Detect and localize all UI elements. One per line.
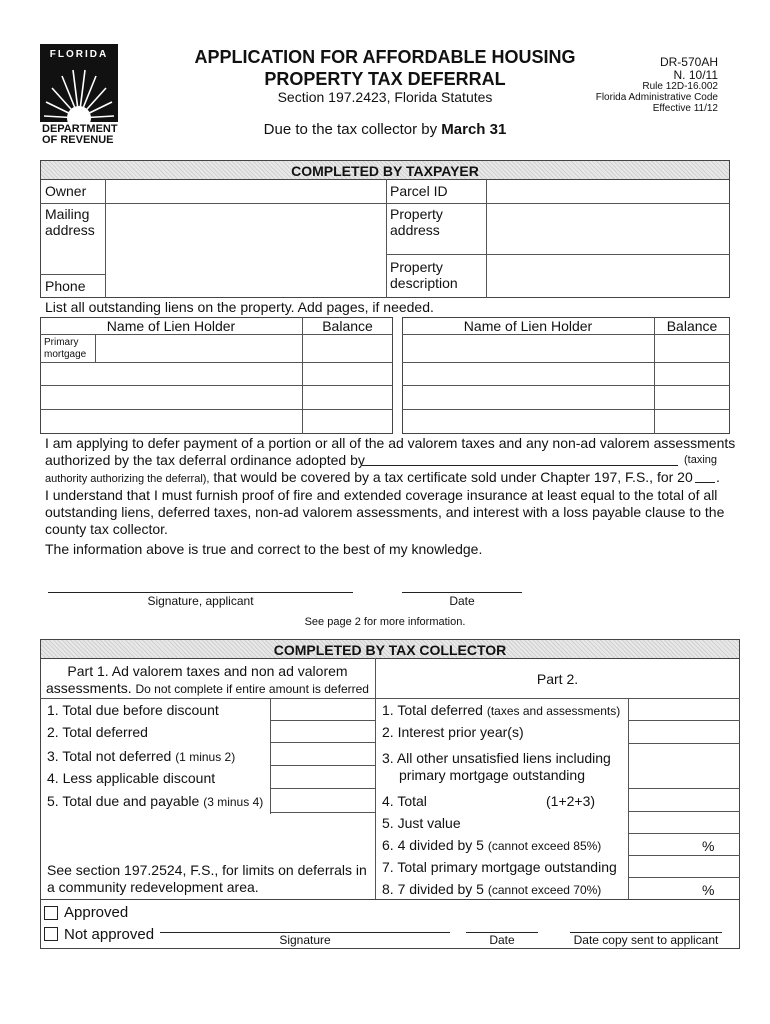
right-item-4: 4. Total	[382, 793, 427, 809]
right-item-3: 3. All other unsatisfied liens including	[382, 750, 611, 766]
property-address-field[interactable]	[487, 204, 729, 254]
percent-field[interactable]	[629, 834, 740, 856]
part1-note: Do not complete if entire amount is deferred	[135, 682, 369, 696]
collector-date-label: Date	[489, 933, 515, 947]
statute-reference: Section 197.2423, Florida Statutes	[277, 89, 493, 105]
percent-sign-8: %	[702, 882, 715, 898]
florida-dor-logo	[40, 44, 118, 144]
statement-p1-line2: authorized by the tax deferral ordinance adopted by	[45, 452, 365, 468]
lien-holder-field[interactable]	[41, 386, 301, 408]
amount-field[interactable]	[629, 789, 740, 812]
form-title-line1: APPLICATION FOR AFFORDABLE HOUSING	[194, 47, 576, 67]
percent-field[interactable]	[629, 878, 740, 899]
applicant-date-field[interactable]	[402, 592, 522, 593]
collector-signature-label: Signature	[279, 933, 331, 947]
logo-dept-line2: OF REVENUE	[42, 134, 114, 146]
approved-label: Approved	[64, 904, 129, 921]
amount-field[interactable]	[629, 744, 740, 789]
section-197-note-line2: a community redevelopment area.	[47, 879, 259, 895]
right-item-2: 2. Interest prior year(s)	[382, 724, 524, 740]
percent-sign-6: %	[702, 838, 715, 854]
right-amount-boxes	[628, 699, 740, 900]
balance-header-right: Balance	[666, 318, 718, 334]
amount-field[interactable]	[271, 699, 375, 721]
taxpayer-section-header	[40, 160, 730, 180]
right-item-8: 8. 7 divided by 5 (cannot exceed 70%)	[382, 881, 602, 897]
lien-holder-header-right: Name of Lien Holder	[463, 318, 593, 334]
amount-field[interactable]	[271, 721, 375, 743]
left-amount-boxes	[270, 699, 375, 814]
left-item-4: 4. Less applicable discount	[47, 770, 216, 786]
lien-balance-field[interactable]	[303, 363, 392, 384]
property-address-label-1: Property	[390, 206, 443, 222]
lien-holder-field[interactable]	[403, 386, 653, 408]
primary-mortgage-label-1: Primary	[44, 337, 79, 348]
rule-number: Rule 12D-16.002	[642, 81, 718, 92]
lien-balance-field[interactable]	[655, 363, 729, 384]
mailing-address-label-1: Mailing	[45, 206, 90, 222]
left-item-3: 3. Total not deferred (1 minus 2)	[47, 748, 236, 764]
amount-field[interactable]	[629, 721, 740, 744]
right-item-7: 7. Total primary mortgage outstanding	[382, 859, 617, 875]
lien-balance-field[interactable]	[655, 335, 729, 361]
statement-p1-line3	[45, 468, 693, 486]
lien-balance-field[interactable]	[655, 410, 729, 433]
statement-p2-line1: I understand that I must furnish proof of fire and extended coverage insurance at least equal to the total of all	[45, 487, 718, 503]
left-item-1: 1. Total due before discount	[47, 702, 219, 718]
amount-field[interactable]	[629, 856, 740, 878]
owner-field[interactable]	[106, 180, 385, 202]
right-item-6: 6. 4 divided by 5 (cannot exceed 85%)	[382, 837, 602, 853]
amount-field[interactable]	[271, 790, 375, 813]
due-date-line	[190, 122, 580, 138]
lien-holder-field[interactable]	[96, 335, 301, 361]
amount-field[interactable]	[629, 812, 740, 834]
approved-checkbox[interactable]	[44, 906, 58, 920]
parcel-id-label: Parcel ID	[390, 183, 448, 199]
date-copy-sent-label: Date copy sent to applicant	[573, 933, 719, 947]
see-page-2-note: See page 2 for more information.	[304, 616, 466, 628]
left-item-2: 2. Total deferred	[47, 724, 148, 740]
lien-holder-field[interactable]	[403, 363, 653, 384]
right-item-5: 5. Just value	[382, 815, 461, 831]
parcel-id-field[interactable]	[487, 180, 729, 202]
tax-year-field[interactable]	[695, 482, 715, 483]
lien-balance-field[interactable]	[655, 386, 729, 408]
statement-p3: The information above is true and correct to the best of my knowledge.	[45, 541, 483, 557]
mailing-address-label-2: address	[45, 222, 95, 238]
liens-instruction: List all outstanding liens on the property. Add pages, if needed.	[45, 299, 434, 315]
logo-dept-line1: DEPARTMENT	[42, 123, 118, 135]
statement-p1-line1: I am applying to defer payment of a portion or all of the ad valorem taxes and any non-ad valorem assessments	[45, 435, 736, 451]
applicant-signature-label: Signature, applicant	[147, 594, 254, 608]
lien-balance-field[interactable]	[303, 386, 392, 408]
not-approved-label: Not approved	[64, 926, 155, 943]
primary-mortgage-label-2: mortgage	[44, 349, 87, 360]
due-prefix: Due to the tax collector by	[263, 121, 442, 138]
sun-rays-icon	[40, 66, 118, 122]
phone-label: Phone	[45, 278, 86, 294]
statement-period: .	[716, 469, 720, 485]
section-197-note-line1: See section 197.2524, F.S., for limits on deferrals in	[47, 862, 367, 878]
property-description-label-1: Property	[390, 259, 443, 275]
property-address-label-2: address	[390, 222, 440, 238]
collector-section-title: COMPLETED BY TAX COLLECTOR	[273, 642, 507, 658]
amount-field[interactable]	[271, 744, 375, 766]
part2-heading: Part 2.	[536, 671, 579, 687]
right-item-1: 1. Total deferred (taxes and assessments)	[382, 702, 621, 718]
lien-holder-field[interactable]	[403, 410, 653, 433]
owner-label: Owner	[45, 183, 87, 199]
property-description-label-2: description	[390, 275, 458, 291]
right-item-4-note: (1+2+3)	[546, 793, 596, 809]
left-item-5: 5. Total due and payable (3 minus 4)	[47, 793, 264, 809]
taxpayer-section-title: COMPLETED BY TAXPAYER	[291, 163, 479, 179]
right-item-3-cont: primary mortgage outstanding	[399, 767, 585, 783]
lien-holder-field[interactable]	[41, 363, 301, 384]
not-approved-checkbox[interactable]	[44, 927, 58, 941]
lien-holder-field[interactable]	[403, 335, 653, 361]
balance-header-left: Balance	[322, 318, 373, 334]
amount-field[interactable]	[629, 699, 740, 721]
effective-date: Effective 11/12	[652, 103, 718, 114]
form-revision: N. 10/11	[673, 68, 718, 82]
lien-balance-field[interactable]	[303, 410, 392, 433]
statement-taxing-note: (taxing	[684, 454, 718, 466]
part1-heading-line2	[40, 680, 375, 696]
form-id: DR-570AH	[659, 55, 718, 69]
taxing-authority-field[interactable]	[362, 465, 678, 466]
part1-assessments: assessments.	[46, 680, 132, 696]
part1-heading-line1: Part 1. Ad valorem taxes and non ad valorem	[67, 663, 348, 679]
logo-state-bar: FLORIDA	[40, 44, 118, 66]
due-date: March 31	[441, 121, 507, 138]
statement-p2-line2: outstanding liens, deferred taxes, non-ad valorem assessments, and interest with a loss payable clause to the	[45, 504, 725, 520]
property-description-field[interactable]	[487, 255, 729, 297]
collector-section-header	[40, 639, 740, 659]
lien-holder-header-left: Name of Lien Holder	[106, 318, 236, 334]
statement-p1-line3-rest: that would be covered by a tax certificate sold under Chapter 197, F.S., for 20	[209, 469, 693, 485]
form-title-line2: PROPERTY TAX DEFERRAL	[264, 69, 506, 89]
statement-p2-line3: county tax collector.	[45, 521, 168, 537]
lien-balance-field[interactable]	[303, 335, 392, 361]
applicant-date-label: Date	[449, 594, 475, 608]
amount-field[interactable]	[271, 767, 375, 789]
phone-field[interactable]	[106, 275, 385, 297]
lien-holder-field[interactable]	[41, 410, 301, 433]
mailing-address-field[interactable]	[106, 204, 385, 274]
statement-authority-note: authority authorizing the deferral),	[45, 473, 210, 485]
admin-code: Florida Administrative Code	[595, 92, 718, 103]
applicant-signature-field[interactable]	[48, 592, 353, 593]
